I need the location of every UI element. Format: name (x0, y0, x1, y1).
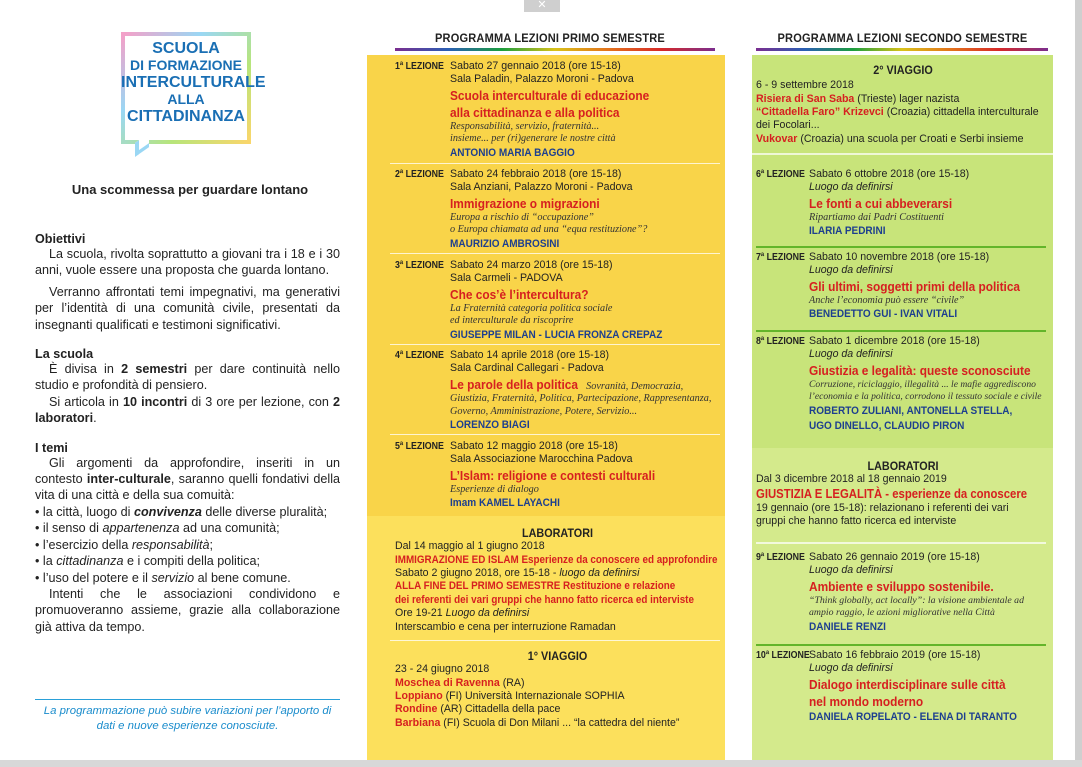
lesson-speaker: DANIELA ROPELATO - ELENA DI TARANTO (809, 710, 1017, 723)
logo-line: SCUOLA (152, 40, 220, 57)
obiettivi-paragraph-2: Verranno affrontati temi impegnativi, ma generativi per l’identità di una comunità civile, presentati da insegnanti qualificati e testimoni significativi. (35, 284, 340, 332)
lesson-number: 1ª LEZIONE (395, 61, 444, 72)
lesson-body (809, 551, 1024, 635)
lesson-subtitle: Ripartiamo dai Padri Costituenti (809, 211, 944, 223)
obiettivi-paragraph: La scuola, rivolta soprattutto a giovani tra i 18 e i 30 anni, vuole essere una proposta che guarda lontano. (35, 247, 340, 278)
lesson-place: Sala Associazione Marocchina Padova (450, 453, 633, 466)
lesson-body (450, 440, 678, 511)
lesson-subtitle: La Fraternità categoria politica sociale (450, 302, 613, 314)
first-trip (395, 650, 720, 730)
trip-heading: 1° VIAGGIO (527, 649, 588, 663)
divider (756, 644, 1046, 646)
lesson-body (450, 349, 711, 433)
lesson-number: 8ª LEZIONE (756, 336, 805, 347)
obiettivi-heading: Obiettivi (35, 232, 86, 246)
tagline: Una scommessa per guardare lontano (71, 182, 309, 197)
lesson-number: 3ª LEZIONE (395, 260, 444, 271)
scuola-heading: La scuola (35, 347, 94, 362)
lesson-title: alla cittadinanza e alla politica (450, 104, 620, 120)
divider (390, 640, 720, 641)
trip-item: Barbiana (FI) Scuola di Don Milani ... “la cattedra del niente” (395, 716, 680, 729)
lesson-subtitle: l’economia e la politica, corrodono il tessuto sociale e civile (809, 391, 1042, 403)
header-rainbow-rule (756, 48, 1048, 51)
window-edge (0, 760, 1082, 767)
divider (756, 246, 1046, 248)
lesson-title: Le fonti a cui abbeverarsi (809, 195, 953, 211)
lesson-place: Luogo da definirsi (809, 564, 893, 577)
labs-period: Dal 3 dicembre 2018 al 18 gennaio 2019 (756, 473, 947, 486)
lesson-number: 9ª LEZIONE (756, 552, 805, 563)
lesson-number: 4ª LEZIONE (395, 350, 444, 361)
divider (390, 344, 720, 345)
lesson-speaker: Imam KAMEL LAYACHI (450, 497, 560, 510)
lesson-place: Luogo da definirsi (809, 181, 893, 194)
temi-paragraph-2: Intenti che le associazioni condividono e promuoveranno assieme, grazie alla collaborazione già attiva da tempo. (35, 586, 340, 634)
lesson-place: Luogo da definirsi (809, 264, 893, 277)
lesson-subtitle: Governo, Amministrazione, Potere, Servizio... (450, 405, 638, 417)
lesson-title-row (450, 376, 711, 394)
lesson-body (809, 168, 969, 239)
lesson-body (809, 335, 1055, 434)
lesson-place: Luogo da definirsi (809, 348, 893, 361)
lesson-subtitle: Sovranità, Democrazia, (586, 380, 684, 392)
labs-line: Ore 19-21 Luogo da definirsi (395, 607, 530, 620)
trip-item: Risiera di San Saba (Trieste) lager nazista (756, 92, 960, 105)
lesson-speaker: BENEDETTO GUI - IVAN VITALI (809, 308, 958, 321)
logo-line: INTERCULTURALE (121, 74, 266, 91)
second-labs (756, 460, 1050, 528)
lesson-number: 6ª LEZIONE (756, 169, 805, 180)
labs-line: ALLA FINE DEL PRIMO SEMESTRE Restituzione e relazione (395, 580, 676, 593)
lesson-speaker: ILARIA PEDRINI (809, 225, 886, 238)
lesson-speaker: ROBERTO ZULIANI, ANTONELLA STELLA, (809, 404, 1013, 417)
trip-heading: 2° VIAGGIO (873, 63, 933, 77)
lesson-subtitle: o Europa chiamata ad una “equa restituzione”? (450, 224, 648, 236)
lesson-subtitle: “Think globally, act locally”: la visione ambientale ad (809, 594, 1024, 606)
lesson-place: Sala Anziani, Palazzo Moroni - Padova (450, 181, 633, 194)
lesson-place: Luogo da definirsi (809, 662, 893, 675)
lesson-date: Sabato 6 ottobre 2018 (ore 15-18) (809, 168, 970, 180)
lesson-date: Sabato 1 dicembre 2018 (ore 15-18) (809, 335, 980, 347)
divider (390, 253, 720, 254)
second-trip (756, 64, 1050, 146)
scuola-paragraph: È divisa in 2 semestri per dare continuità nello studio e profondità di pensiero. (35, 362, 340, 393)
lesson-speaker: LORENZO BIAGI (450, 419, 530, 432)
lesson-speaker: UGO DINELLO, CLAUDIO PIRON (809, 419, 965, 432)
lesson-body (450, 168, 647, 252)
trip-date: 6 - 9 settembre 2018 (756, 79, 854, 92)
lesson-speaker: DANIELE RENZI (809, 620, 886, 633)
lesson-title: Ambiente e sviluppo sostenibile. (809, 578, 994, 594)
lesson-date: Sabato 24 marzo 2018 (ore 15-18) (450, 259, 613, 271)
labs-line: dei referenti dei vari gruppi che hanno fatto ricerca ed interviste (395, 593, 694, 606)
labs-line: 19 gennaio (ore 15-18): relazionano i referenti dei vari (756, 501, 1009, 514)
lesson-body (809, 649, 1045, 725)
list-item: • la cittadinanza e i compiti della politica; (35, 553, 340, 569)
labs-heading: LABORATORI (521, 526, 593, 540)
list-item: • il senso di appartenenza ad una comunità; (35, 520, 340, 536)
lesson-title: nel mondo moderno (809, 693, 924, 709)
lesson-subtitle: ed interculturale da riscoprire (450, 315, 574, 327)
logo-line: CITTADINANZA (127, 108, 245, 125)
list-item: • l’uso del potere e il servizio al bene comune. (35, 570, 340, 586)
lesson-title: Le parole della politica (450, 376, 578, 392)
lesson-place: Sala Carmeli - PADOVA (450, 272, 563, 285)
lesson-subtitle: ampio raggio, le azioni migliorative nella Città (809, 607, 995, 619)
left-body (35, 232, 340, 635)
lesson-title: Dialogo interdisciplinare sulle città (809, 676, 1006, 692)
labs-line: Sabato 2 giugno 2018, ore 15-18 - luogo da definirsi (395, 567, 640, 580)
lesson-subtitle: insieme... per (ri)generare le nostre città (450, 133, 616, 145)
lesson-subtitle: Anche l’economia può essere “civile” (809, 294, 965, 306)
logo-line: ALLA (167, 91, 205, 107)
lesson-title: Giustizia e legalità: queste sconosciute (809, 362, 1031, 378)
first-labs (395, 527, 720, 634)
lesson-date: Sabato 16 febbraio 2019 (ore 15-18) (809, 649, 981, 661)
temi-paragraph: Gli argomenti da approfondire, inseriti in un contesto inter-culturale, saranno quelli fondativi della vita di una città e della sua comuità: (35, 455, 340, 503)
lesson-speaker: MAURIZIO AMBROSINI (450, 237, 560, 250)
trip-item: Moschea di Ravenna (RA) (395, 676, 525, 689)
lesson-speaker: GIUSEPPE MILAN - LUCIA FRONZA CREPAZ (450, 328, 663, 341)
lesson-subtitle: Responsabilità, servizio, fraternità... (450, 120, 600, 132)
labs-line: Interscambio e cena per interruzione Ramadan (395, 620, 616, 633)
lesson-body (450, 60, 671, 161)
labs-title: GIUSTIZIA E LEGALITÀ - esperienze da conoscere (756, 486, 1028, 501)
variation-note: La programmazione può subire variazioni per l’apporto di dati e nuove esperienze conosciute. (35, 699, 340, 734)
logo-title (121, 40, 266, 125)
lesson-place: Sala Paladin, Palazzo Moroni - Padova (450, 73, 634, 86)
window-edge (1075, 0, 1082, 767)
lesson-speaker: ANTONIO MARIA BAGGIO (450, 146, 575, 159)
lesson-title: Gli ultimi, soggetti primi della politica (809, 278, 1021, 294)
header-first-semester: PROGRAMMA LEZIONI PRIMO SEMESTRE (435, 31, 665, 45)
lesson-number: 10ª LEZIONE (756, 650, 810, 661)
lesson-1 (395, 60, 720, 164)
divider (390, 434, 720, 435)
trip-item: “Cittadella Faro” Krizevci (Croazia) cittadella interculturale (756, 106, 1039, 119)
close-icon[interactable]: ✕ (524, 0, 560, 12)
labs-period: Dal 14 maggio al 1 giugno 2018 (395, 540, 545, 553)
divider (756, 330, 1046, 332)
divider (756, 542, 1046, 544)
lesson-title: L’Islam: religione e contesti culturali (450, 467, 656, 483)
lesson-subtitle: Giustizia, Fraternità, Politica, Partecipazione, Rappresentanza, (450, 393, 712, 405)
lesson-subtitle: Esperienze di dialogo (450, 483, 539, 495)
lesson-date: Sabato 14 aprile 2018 (ore 15-18) (450, 349, 610, 361)
lesson-number: 7ª LEZIONE (756, 252, 805, 263)
lesson-subtitle: Europa a rischio di “occupazione” (450, 211, 594, 223)
header-second-semester: PROGRAMMA LEZIONI SECONDO SEMESTRE (777, 31, 1028, 45)
lesson-number: 2ª LEZIONE (395, 169, 444, 180)
list-item: • l’esercizio della responsabilità; (35, 537, 340, 553)
lesson-date: Sabato 12 maggio 2018 (ore 15-18) (450, 440, 618, 452)
logo-line: DI FORMAZIONE (130, 57, 242, 73)
trip-item: Vukovar (Croazia) una scuola per Croati e Serbi insieme (756, 132, 1024, 145)
header-rainbow-rule (395, 48, 715, 51)
lesson-number: 5ª LEZIONE (395, 441, 444, 452)
trip-item: Loppiano (FI) Università Internazionale SOPHIA (395, 690, 625, 703)
lesson-title: Che cos’è l’intercultura? (450, 286, 589, 302)
trip-item: dei Focolari... (756, 119, 820, 132)
temi-list (35, 504, 340, 586)
trip-item: Rondine (AR) Cittadella della pace (395, 703, 561, 716)
divider (752, 153, 1053, 155)
labs-line: IMMIGRAZIONE ED ISLAM Esperienze da conoscere ed approfondire (395, 553, 718, 566)
trip-date: 23 - 24 giugno 2018 (395, 663, 490, 676)
lesson-place: Sala Cardinal Callegari - Padova (450, 362, 604, 375)
temi-heading: I temi (35, 440, 68, 455)
lesson-date: Sabato 10 novembre 2018 (ore 15-18) (809, 251, 990, 263)
scuola-paragraph-2: Si articola in 10 incontri di 3 ore per lezione, con 2 laboratori. (35, 394, 341, 426)
labs-heading: LABORATORI (867, 459, 939, 473)
school-logo (121, 32, 266, 150)
labs-line: gruppi che hanno fatto ricerca ed interviste (756, 515, 957, 528)
lesson-date: Sabato 24 febbraio 2018 (ore 15-18) (450, 168, 622, 180)
lesson-date: Sabato 26 gennaio 2019 (ore 15-18) (809, 551, 980, 563)
lesson-date: Sabato 27 gennaio 2018 (ore 15-18) (450, 60, 621, 72)
lesson-body (809, 251, 1043, 322)
lesson-subtitle: Corruzione, riciclaggio, illegalità ... le mafie aggrediscono (809, 378, 1036, 390)
list-item: • la città, luogo di convivenza delle diverse pluralità; (35, 504, 340, 520)
lesson-body (450, 259, 691, 343)
lesson-title: Immigrazione o migrazioni (450, 195, 600, 211)
lesson-title: Scuola interculturale di educazione (450, 87, 650, 103)
